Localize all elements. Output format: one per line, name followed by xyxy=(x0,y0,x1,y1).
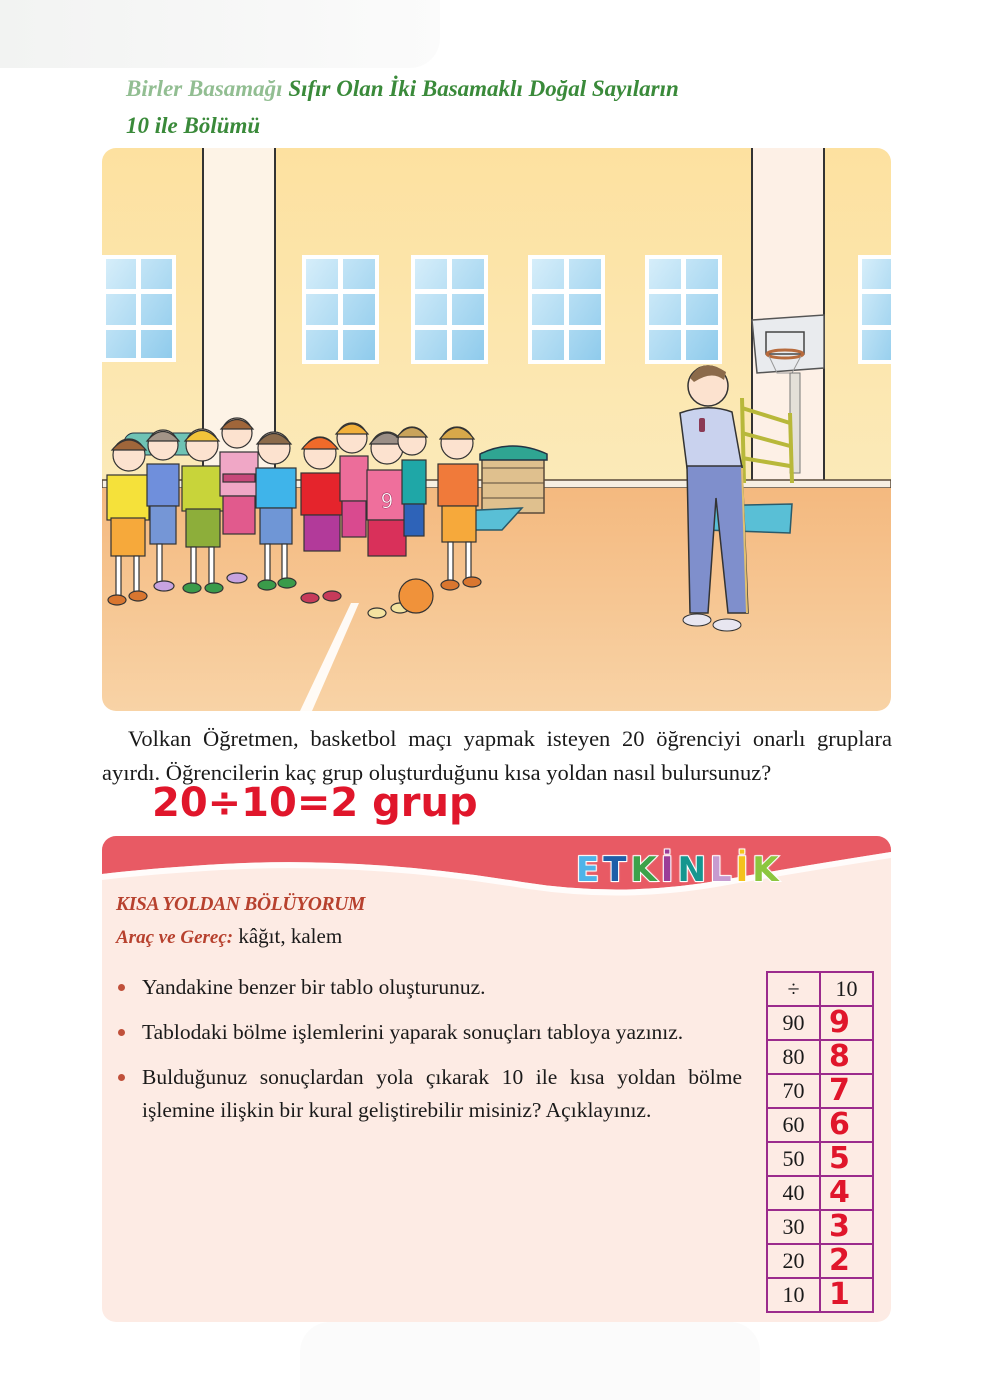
answer-cell: 2 xyxy=(820,1244,873,1278)
banner-letter: İ xyxy=(735,850,749,890)
materials-value: kâğıt, kalem xyxy=(233,924,343,948)
dividend-cell: 50 xyxy=(767,1142,820,1176)
answer-cell: 8 xyxy=(820,1040,873,1074)
lesson-title xyxy=(126,70,826,144)
table-row xyxy=(767,1244,873,1278)
scan-artifact-bottom xyxy=(300,1322,760,1400)
instruction-text: Yandakine benzer bir tablo oluşturunuz. xyxy=(142,975,486,999)
table-row xyxy=(767,1040,873,1074)
banner-letter: T xyxy=(603,850,627,890)
table-row xyxy=(767,1074,873,1108)
division-table xyxy=(766,971,874,1313)
dividend-cell: 40 xyxy=(767,1176,820,1210)
lesson-title-line-1 xyxy=(126,70,826,107)
answer-cell: 9 xyxy=(820,1006,873,1040)
etkinlik-banner xyxy=(576,844,779,890)
table-row xyxy=(767,1210,873,1244)
banner-letter: N xyxy=(677,850,706,890)
materials-line xyxy=(116,924,342,949)
handwritten-answer: 20÷10=2 grup xyxy=(152,780,478,826)
table-header-row xyxy=(767,972,873,1006)
dividend-cell: 90 xyxy=(767,1006,820,1040)
materials-label: Araç ve Gereç: xyxy=(116,927,234,948)
banner-letter: E xyxy=(576,850,600,890)
dividend-cell: 20 xyxy=(767,1244,820,1278)
jersey-number: 9 xyxy=(380,489,394,513)
dividend-cell: 10 xyxy=(767,1278,820,1312)
table-row xyxy=(767,1108,873,1142)
banner-letter: İ xyxy=(660,850,674,890)
instruction-list xyxy=(116,971,742,1139)
table-row xyxy=(767,1176,873,1210)
scan-artifact-top xyxy=(0,0,440,68)
problem-text: Volkan Öğretmen, basketbol maçı yapmak isteyen 20 öğrenciyi onarlı gruplara ayırdı. Öğrencilerin kaç grup oluşturduğunu kısa yoldan nasıl bulursunuz? xyxy=(102,726,892,785)
division-sign-cell: ÷ xyxy=(767,972,820,1006)
dividend-cell: 60 xyxy=(767,1108,820,1142)
lesson-title-faded-part: Birler Basamağı xyxy=(126,76,283,101)
activity-title: KISA YOLDAN BÖLÜYORUM xyxy=(116,894,366,915)
bullet-icon xyxy=(118,984,125,991)
banner-letter: L xyxy=(709,850,732,890)
table-row xyxy=(767,1006,873,1040)
bullet-icon xyxy=(118,1029,125,1036)
answer-cell: 5 xyxy=(820,1142,873,1176)
activity-card xyxy=(102,836,891,1322)
dividend-cell: 70 xyxy=(767,1074,820,1108)
divisor-cell: 10 xyxy=(820,972,873,1006)
banner-letter: K xyxy=(630,850,657,890)
instruction-item xyxy=(116,1061,742,1127)
table-row xyxy=(767,1142,873,1176)
banner-letter: K xyxy=(752,850,779,890)
instruction-text: Tablodaki bölme işlemlerini yaparak sonuçları tabloya yazınız. xyxy=(142,1020,684,1044)
table-row xyxy=(767,1278,873,1312)
gym-illustration xyxy=(102,148,891,711)
instruction-item xyxy=(116,971,742,1004)
lesson-title-line-2: 10 ile Bölümü xyxy=(126,113,261,138)
answer-cell: 4 xyxy=(820,1176,873,1210)
answer-cell: 1 xyxy=(820,1278,873,1312)
answer-cell: 7 xyxy=(820,1074,873,1108)
dividend-cell: 80 xyxy=(767,1040,820,1074)
lesson-title-main-part: Sıfır Olan İki Basamaklı Doğal Sayıların xyxy=(282,76,679,101)
gym-scene-image xyxy=(102,148,891,711)
instruction-item xyxy=(116,1016,742,1049)
dividend-cell: 30 xyxy=(767,1210,820,1244)
bullet-icon xyxy=(118,1074,125,1081)
answer-cell: 3 xyxy=(820,1210,873,1244)
instruction-text: Bulduğunuz sonuçlardan yola çıkarak 10 ile kısa yoldan bölme işlemine ilişkin bir kural geliştirebilir misiniz? Açıklayınız. xyxy=(142,1065,742,1122)
answer-cell: 6 xyxy=(820,1108,873,1142)
